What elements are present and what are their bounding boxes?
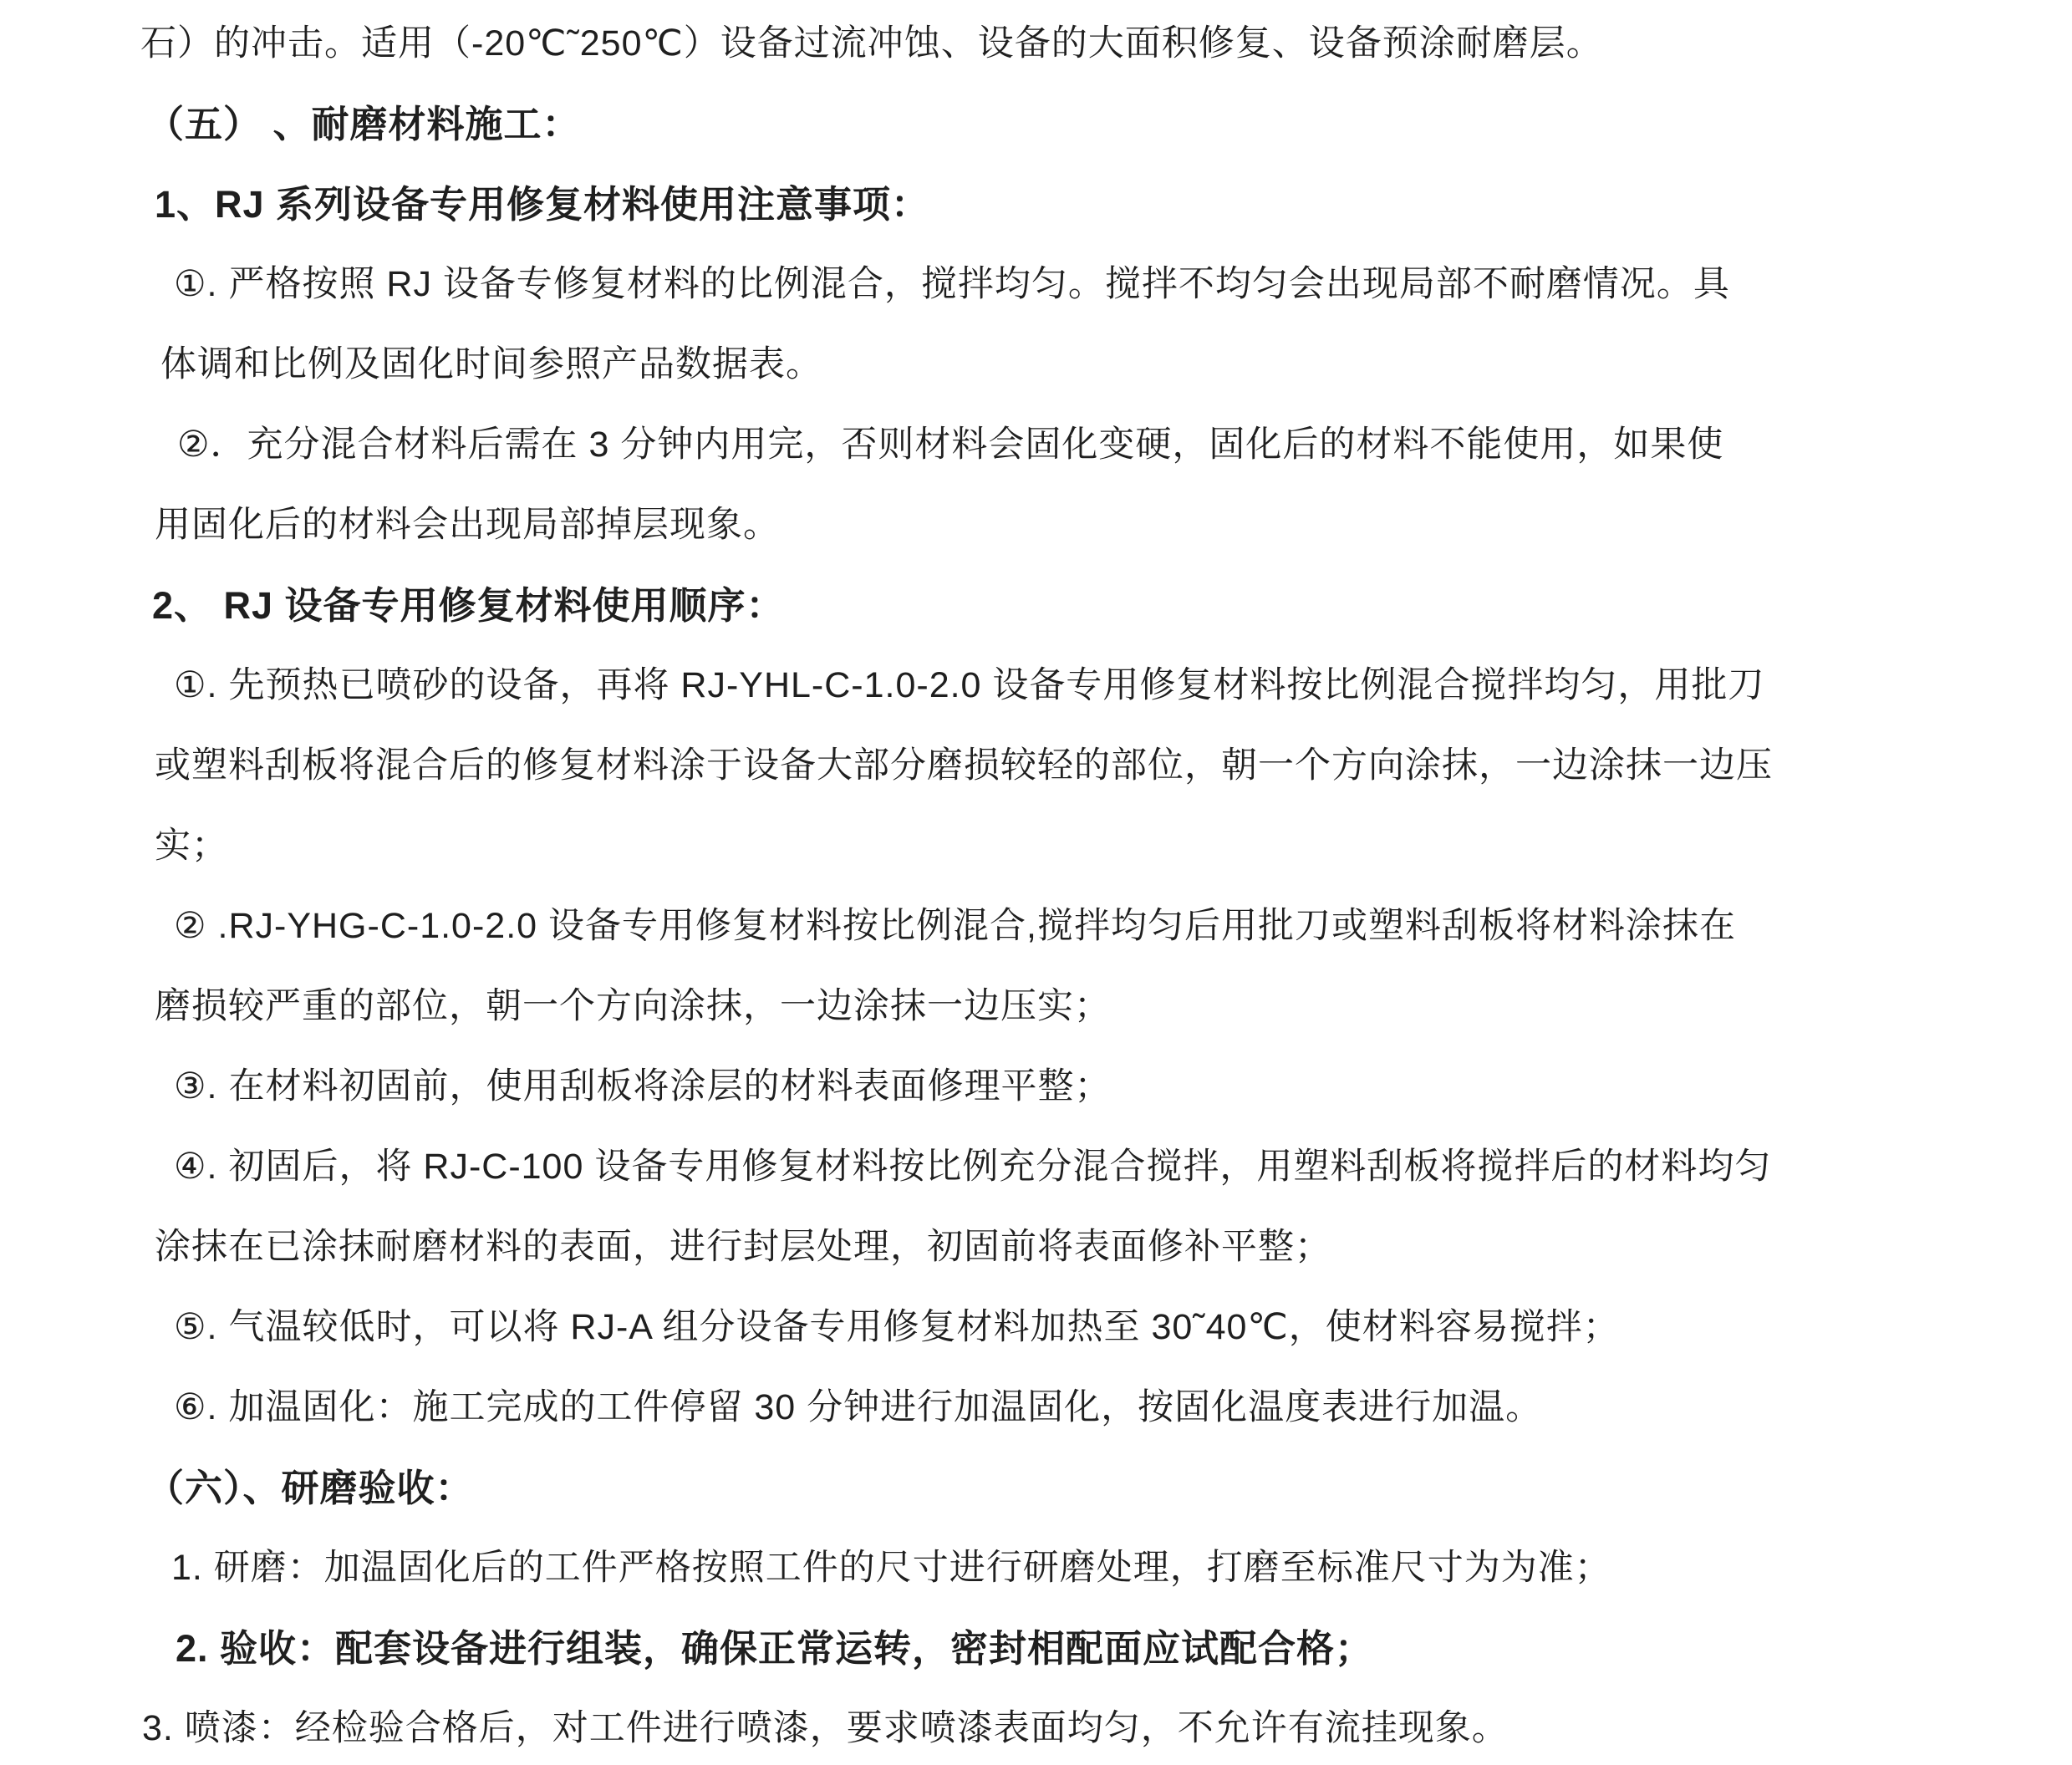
text-line-content: 用固化后的材料会出现局部掉层现象。 [155, 504, 780, 545]
text-line-content: 3. 喷漆：经检验合格后，对工件进行喷漆，要求喷漆表面均匀，不允许有流挂现象。 [142, 1707, 1509, 1748]
text-line [134, 0, 2019, 80]
document-body [134, 0, 2019, 1765]
text-line [134, 1524, 2019, 1605]
text-line-content: ⑥. 加温固化：施工完成的工件停留 30 分钟进行加温固化，按固化温度表进行加温。 [174, 1386, 1543, 1427]
text-line [134, 882, 2019, 963]
text-line [134, 963, 2019, 1043]
text-line [134, 802, 2019, 882]
text-line-content: ①. 先预热已喷砂的设备，再将 RJ-YHL-C-1.0-2.0 设备专用修复材料按比例混合搅拌均匀，用批刀 [174, 664, 1765, 705]
text-line-content: 2、 RJ 设备专用修复材料使用顺序： [152, 583, 785, 627]
text-line [134, 1203, 2019, 1284]
text-line [134, 1043, 2019, 1123]
text-line-content: ①. 严格按照 RJ 设备专修复材料的比例混合，搅拌均匀。搅拌不均匀会出现局部不耐磨情况。具 [174, 263, 1730, 304]
text-line [134, 562, 2019, 642]
text-line-content: ② .RJ-YHG-C-1.0-2.0 设备专用修复材料按比例混合,搅拌均匀后用批刀或塑料刮板将材料涂抹在 [174, 905, 1736, 946]
text-line-content: 2. 验收：配套设备进行组装，确保正常运转，密封相配面应试配合格； [176, 1626, 1374, 1670]
text-line [134, 241, 2019, 321]
text-line-content: （五） 、耐磨材料施工： [146, 102, 581, 145]
text-line [134, 1605, 2019, 1685]
text-line-content: ④. 初固后，将 RJ-C-100 设备专用修复材料按比例充分混合搅拌，用塑料刮板将搅拌后的材料均匀 [174, 1146, 1772, 1187]
text-line-content: 1. 研磨：加温固化后的工件严格按照工件的尺寸进行研磨处理，打磨至标准尺寸为为准； [171, 1547, 1611, 1588]
text-line-content: ③. 在材料初固前，使用刮板将涂层的材料表面修理平整； [174, 1066, 1112, 1106]
text-line-content: 体调和比例及固化时间参照产品数据表。 [160, 343, 822, 384]
text-line [134, 1444, 2019, 1524]
text-line [134, 1284, 2019, 1364]
text-line [134, 1364, 2019, 1444]
text-line-content: 实； [155, 825, 228, 866]
text-line-content: 涂抹在已涂抹耐磨材料的表面，进行封层处理，初固前将表面修补平整； [155, 1226, 1331, 1267]
text-line [134, 321, 2019, 401]
text-line [134, 642, 2019, 722]
text-line [134, 401, 2019, 481]
text-line [134, 80, 2019, 160]
text-line-content: ②．充分混合材料后需在 3 分钟内用完，否则材料会固化变硬，固化后的材料不能使用，如果使 [177, 424, 1724, 465]
text-line-content: 1、RJ 系列设备专用修复材料使用注意事项： [155, 182, 930, 226]
text-line [134, 1685, 2019, 1765]
text-line-content: 磨损较严重的部位，朝一个方向涂抹，一边涂抹一边压实； [155, 985, 1111, 1026]
text-line [134, 481, 2019, 562]
text-line-content: 或塑料刮板将混合后的修复材料涂于设备大部分磨损较轻的部位，朝一个方向涂抹，一边涂抹一边压 [155, 745, 1773, 786]
text-line [134, 722, 2019, 802]
text-line-content: （六）、研磨验收： [146, 1466, 474, 1509]
text-line [134, 160, 2019, 241]
text-line [134, 1123, 2019, 1203]
text-line-content: ⑤. 气温较低时，可以将 RJ-A 组分设备专用修复材料加热至 30˜40℃，使材料容易搅拌； [174, 1306, 1620, 1347]
text-line-content: 石）的冲击。适用（-20℃˜250℃）设备过流冲蚀、设备的大面积修复、设备预涂耐磨层。 [140, 23, 1603, 64]
